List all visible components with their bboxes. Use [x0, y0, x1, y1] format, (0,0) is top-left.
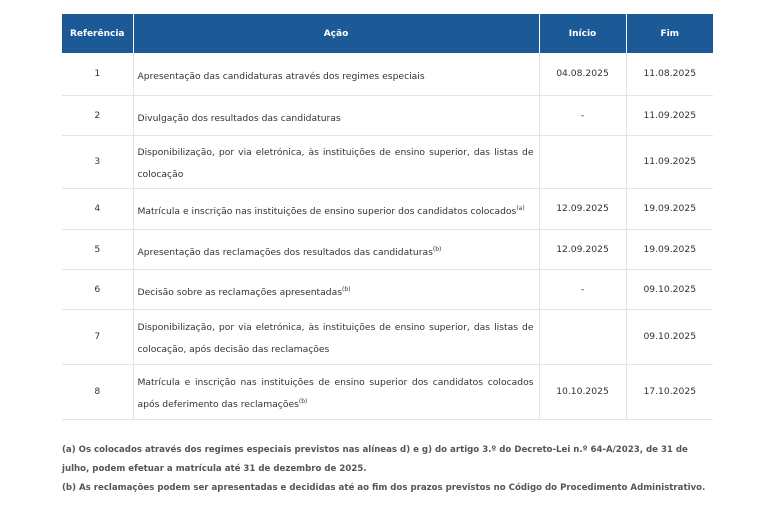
calendar-table-container	[62, 14, 713, 420]
row-acao-text: Divulgação dos resultados das candidaturas	[137, 112, 341, 124]
header-acao: Ação	[133, 14, 539, 53]
row-acao	[133, 135, 539, 188]
table-header-row	[62, 14, 713, 53]
row-acao	[133, 269, 539, 309]
row-note: (b)	[432, 245, 442, 253]
row-ref: 2	[62, 95, 133, 135]
row-inicio: 10.10.2025	[539, 364, 626, 419]
row-ref: 4	[62, 188, 133, 229]
calendar-table	[62, 14, 713, 420]
row-fim: 19.09.2025	[626, 188, 713, 229]
row-fim: 19.09.2025	[626, 229, 713, 269]
row-ref: 6	[62, 269, 133, 309]
table-row	[62, 53, 713, 95]
row-inicio	[539, 135, 626, 188]
row-acao	[133, 364, 539, 419]
row-acao	[133, 95, 539, 135]
row-ref: 5	[62, 229, 133, 269]
row-acao-text: Matrícula e inscrição nas instituições de ensino superior dos candidatos colocados	[137, 206, 517, 217]
row-note: (b)	[342, 285, 351, 293]
row-inicio: -	[539, 95, 626, 135]
header-fim: Fim	[626, 14, 713, 53]
row-fim: 11.09.2025	[626, 95, 713, 135]
row-inicio: -	[539, 269, 626, 309]
row-fim: 11.09.2025	[626, 135, 713, 188]
footnote-b: (b) As reclamações podem ser apresentadas e decididas até ao fim dos prazos previstos no Código do Procedimento Administrativo.	[62, 483, 706, 493]
row-acao-text: Decisão sobre as reclamações apresentadas	[137, 286, 343, 298]
table-row	[62, 309, 713, 364]
table-row	[62, 95, 713, 135]
row-fim: 09.10.2025	[626, 269, 713, 309]
table-row	[62, 269, 713, 309]
row-fim: 09.10.2025	[626, 309, 713, 364]
header-inicio: Início	[539, 14, 626, 53]
header-referencia: Referência	[62, 14, 133, 53]
footnotes	[62, 441, 713, 498]
row-ref: 7	[62, 309, 133, 364]
table-row	[62, 188, 713, 229]
row-acao-text: Apresentação das candidaturas através dos regimes especiais	[137, 71, 425, 83]
row-acao-text: Matrícula e inscrição nas instituições de ensino superior dos candidatos colocados após deferimento das reclamações	[137, 376, 534, 410]
row-inicio: 12.09.2025	[539, 229, 626, 269]
footnote-a: (a) Os colocados através dos regimes especiais previstos nas alíneas d) e g) do artigo 3.º do Decreto-Lei n.º 64-A/2023, de 31 de julho, podem efetuar a matrícula até 31 de dezembro de 2025.	[62, 445, 688, 474]
row-fim: 11.08.2025	[626, 53, 713, 95]
row-acao-text: Disponibilização, por via eletrónica, às instituições de ensino superior, das listas de colocação, após decisão das reclamações	[137, 321, 534, 355]
table-row	[62, 135, 713, 188]
row-acao-text: Disponibilização, por via eletrónica, às instituições de ensino superior, das listas de colocação	[137, 146, 534, 180]
row-acao	[133, 229, 539, 269]
row-acao	[133, 53, 539, 95]
row-fim: 17.10.2025	[626, 364, 713, 419]
row-acao	[133, 188, 539, 229]
row-inicio	[539, 309, 626, 364]
row-ref: 8	[62, 364, 133, 419]
row-acao	[133, 309, 539, 364]
row-ref: 3	[62, 135, 133, 188]
table-row	[62, 364, 713, 419]
row-acao-text: Apresentação das reclamações dos resultados das candidaturas	[137, 246, 433, 258]
table-row	[62, 229, 713, 269]
row-inicio: 04.08.2025	[539, 53, 626, 95]
row-note: (b)	[298, 397, 308, 405]
row-inicio: 12.09.2025	[539, 188, 626, 229]
row-ref: 1	[62, 53, 133, 95]
row-note: (a)	[516, 205, 525, 212]
